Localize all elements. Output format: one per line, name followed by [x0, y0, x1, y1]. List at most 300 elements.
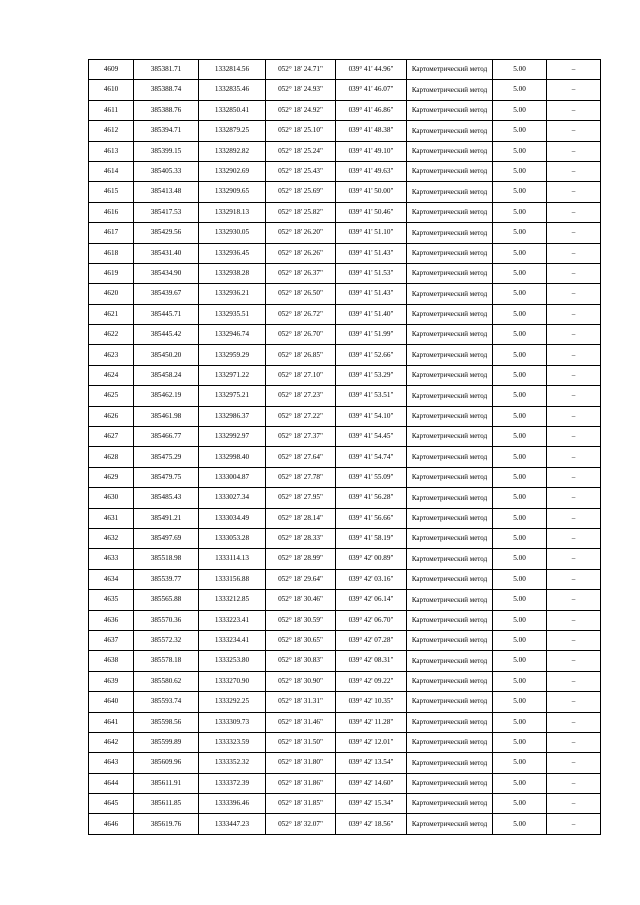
precision-cell: 5.00	[493, 773, 547, 793]
y-coordinate-cell: 1333270.90	[199, 671, 266, 691]
point-number-cell: 4613	[89, 141, 134, 161]
point-number-cell: 4643	[89, 753, 134, 773]
table-row	[89, 325, 601, 345]
y-coordinate-cell: 1332879.25	[199, 121, 266, 141]
precision-cell: 5.00	[493, 610, 547, 630]
table-row	[89, 182, 601, 202]
precision-cell: 5.00	[493, 304, 547, 324]
x-coordinate-cell: 385609.96	[134, 753, 199, 773]
longitude-cell: 039° 42' 06.70"	[336, 610, 407, 630]
x-coordinate-cell: 385388.74	[134, 80, 199, 100]
latitude-cell: 052° 18' 27.37"	[266, 427, 336, 447]
note-cell: –	[547, 712, 601, 732]
x-coordinate-cell: 385580.62	[134, 671, 199, 691]
x-coordinate-cell: 385539.77	[134, 569, 199, 589]
method-cell: Картометрический метод	[407, 651, 493, 671]
note-cell: –	[547, 773, 601, 793]
method-cell: Картометрический метод	[407, 753, 493, 773]
precision-cell: 5.00	[493, 508, 547, 528]
method-cell: Картометрический метод	[407, 182, 493, 202]
longitude-cell: 039° 42' 08.31"	[336, 651, 407, 671]
point-number-cell: 4620	[89, 284, 134, 304]
y-coordinate-cell: 1332992.97	[199, 427, 266, 447]
longitude-cell: 039° 41' 58.19"	[336, 528, 407, 548]
latitude-cell: 052° 18' 31.31"	[266, 692, 336, 712]
x-coordinate-cell: 385593.74	[134, 692, 199, 712]
latitude-cell: 052° 18' 26.26"	[266, 243, 336, 263]
latitude-cell: 052° 18' 30.59"	[266, 610, 336, 630]
method-cell: Картометрический метод	[407, 284, 493, 304]
longitude-cell: 039° 41' 44.96"	[336, 60, 407, 80]
precision-cell: 5.00	[493, 161, 547, 181]
precision-cell: 5.00	[493, 651, 547, 671]
precision-cell: 5.00	[493, 447, 547, 467]
note-cell: –	[547, 569, 601, 589]
point-number-cell: 4642	[89, 732, 134, 752]
x-coordinate-cell: 385466.77	[134, 427, 199, 447]
precision-cell: 5.00	[493, 488, 547, 508]
longitude-cell: 039° 41' 56.28"	[336, 488, 407, 508]
method-cell: Картометрический метод	[407, 100, 493, 120]
longitude-cell: 039° 42' 09.22"	[336, 671, 407, 691]
precision-cell: 5.00	[493, 814, 547, 834]
note-cell: –	[547, 427, 601, 447]
precision-cell: 5.00	[493, 692, 547, 712]
y-coordinate-cell: 1332930.05	[199, 223, 266, 243]
table-row	[89, 508, 601, 528]
x-coordinate-cell: 385445.71	[134, 304, 199, 324]
latitude-cell: 052° 18' 28.99"	[266, 549, 336, 569]
note-cell: –	[547, 325, 601, 345]
precision-cell: 5.00	[493, 386, 547, 406]
y-coordinate-cell: 1333156.88	[199, 569, 266, 589]
table-row	[89, 141, 601, 161]
note-cell: –	[547, 590, 601, 610]
x-coordinate-cell: 385497.69	[134, 528, 199, 548]
precision-cell: 5.00	[493, 263, 547, 283]
table-row	[89, 243, 601, 263]
table-row	[89, 467, 601, 487]
longitude-cell: 039° 41' 53.29"	[336, 365, 407, 385]
note-cell: –	[547, 610, 601, 630]
point-number-cell: 4641	[89, 712, 134, 732]
latitude-cell: 052° 18' 31.50"	[266, 732, 336, 752]
latitude-cell: 052° 18' 31.85"	[266, 794, 336, 814]
precision-cell: 5.00	[493, 427, 547, 447]
latitude-cell: 052° 18' 27.64"	[266, 447, 336, 467]
point-number-cell: 4627	[89, 427, 134, 447]
latitude-cell: 052° 18' 27.22"	[266, 406, 336, 426]
latitude-cell: 052° 18' 30.65"	[266, 630, 336, 650]
longitude-cell: 039° 41' 50.46"	[336, 202, 407, 222]
y-coordinate-cell: 1333292.25	[199, 692, 266, 712]
y-coordinate-cell: 1333352.32	[199, 753, 266, 773]
longitude-cell: 039° 41' 56.66"	[336, 508, 407, 528]
longitude-cell: 039° 42' 07.28"	[336, 630, 407, 650]
x-coordinate-cell: 385578.18	[134, 651, 199, 671]
note-cell: –	[547, 345, 601, 365]
longitude-cell: 039° 41' 54.10"	[336, 406, 407, 426]
point-number-cell: 4645	[89, 794, 134, 814]
method-cell: Картометрический метод	[407, 304, 493, 324]
x-coordinate-cell: 385485.43	[134, 488, 199, 508]
precision-cell: 5.00	[493, 528, 547, 548]
precision-cell: 5.00	[493, 712, 547, 732]
table-row	[89, 447, 601, 467]
point-number-cell: 4609	[89, 60, 134, 80]
precision-cell: 5.00	[493, 753, 547, 773]
y-coordinate-cell: 1332850.41	[199, 100, 266, 120]
latitude-cell: 052° 18' 26.50"	[266, 284, 336, 304]
y-coordinate-cell: 1333447.23	[199, 814, 266, 834]
note-cell: –	[547, 284, 601, 304]
table-row	[89, 692, 601, 712]
table-row	[89, 427, 601, 447]
y-coordinate-cell: 1332938.28	[199, 263, 266, 283]
table-row	[89, 773, 601, 793]
note-cell: –	[547, 202, 601, 222]
latitude-cell: 052° 18' 26.72"	[266, 304, 336, 324]
note-cell: –	[547, 630, 601, 650]
latitude-cell: 052° 18' 28.14"	[266, 508, 336, 528]
table-row	[89, 814, 601, 834]
precision-cell: 5.00	[493, 569, 547, 589]
note-cell: –	[547, 528, 601, 548]
table-row	[89, 488, 601, 508]
latitude-cell: 052° 18' 29.64"	[266, 569, 336, 589]
method-cell: Картометрический метод	[407, 814, 493, 834]
latitude-cell: 052° 18' 27.10"	[266, 365, 336, 385]
point-number-cell: 4640	[89, 692, 134, 712]
latitude-cell: 052° 18' 27.95"	[266, 488, 336, 508]
method-cell: Картометрический метод	[407, 508, 493, 528]
longitude-cell: 039° 41' 50.00"	[336, 182, 407, 202]
longitude-cell: 039° 41' 54.45"	[336, 427, 407, 447]
precision-cell: 5.00	[493, 284, 547, 304]
x-coordinate-cell: 385611.85	[134, 794, 199, 814]
table-row	[89, 794, 601, 814]
method-cell: Картометрический метод	[407, 590, 493, 610]
longitude-cell: 039° 41' 51.99"	[336, 325, 407, 345]
y-coordinate-cell: 1333323.59	[199, 732, 266, 752]
precision-cell: 5.00	[493, 100, 547, 120]
precision-cell: 5.00	[493, 590, 547, 610]
y-coordinate-cell: 1332936.45	[199, 243, 266, 263]
precision-cell: 5.00	[493, 345, 547, 365]
precision-cell: 5.00	[493, 630, 547, 650]
method-cell: Картометрический метод	[407, 202, 493, 222]
y-coordinate-cell: 1332946.74	[199, 325, 266, 345]
precision-cell: 5.00	[493, 794, 547, 814]
precision-cell: 5.00	[493, 223, 547, 243]
note-cell: –	[547, 121, 601, 141]
x-coordinate-cell: 385461.98	[134, 406, 199, 426]
method-cell: Картометрический метод	[407, 243, 493, 263]
x-coordinate-cell: 385431.40	[134, 243, 199, 263]
point-number-cell: 4646	[89, 814, 134, 834]
longitude-cell: 039° 41' 51.53"	[336, 263, 407, 283]
precision-cell: 5.00	[493, 141, 547, 161]
latitude-cell: 052° 18' 30.90"	[266, 671, 336, 691]
point-number-cell: 4629	[89, 467, 134, 487]
table-row	[89, 100, 601, 120]
method-cell: Картометрический метод	[407, 467, 493, 487]
note-cell: –	[547, 141, 601, 161]
table-row	[89, 263, 601, 283]
latitude-cell: 052° 18' 25.82"	[266, 202, 336, 222]
table-row	[89, 304, 601, 324]
table-row	[89, 345, 601, 365]
method-cell: Картометрический метод	[407, 712, 493, 732]
table-row	[89, 732, 601, 752]
latitude-cell: 052° 18' 26.20"	[266, 223, 336, 243]
note-cell: –	[547, 814, 601, 834]
latitude-cell: 052° 18' 24.71"	[266, 60, 336, 80]
latitude-cell: 052° 18' 30.83"	[266, 651, 336, 671]
longitude-cell: 039° 41' 51.43"	[336, 243, 407, 263]
x-coordinate-cell: 385450.20	[134, 345, 199, 365]
point-number-cell: 4621	[89, 304, 134, 324]
y-coordinate-cell: 1333027.34	[199, 488, 266, 508]
method-cell: Картометрический метод	[407, 386, 493, 406]
note-cell: –	[547, 304, 601, 324]
precision-cell: 5.00	[493, 80, 547, 100]
latitude-cell: 052° 18' 24.93"	[266, 80, 336, 100]
note-cell: –	[547, 508, 601, 528]
point-number-cell: 4644	[89, 773, 134, 793]
point-number-cell: 4617	[89, 223, 134, 243]
latitude-cell: 052° 18' 26.37"	[266, 263, 336, 283]
longitude-cell: 039° 42' 18.56"	[336, 814, 407, 834]
note-cell: –	[547, 406, 601, 426]
y-coordinate-cell: 1332959.29	[199, 345, 266, 365]
point-number-cell: 4615	[89, 182, 134, 202]
precision-cell: 5.00	[493, 671, 547, 691]
note-cell: –	[547, 447, 601, 467]
longitude-cell: 039° 41' 52.66"	[336, 345, 407, 365]
table-row	[89, 121, 601, 141]
longitude-cell: 039° 41' 51.40"	[336, 304, 407, 324]
point-number-cell: 4632	[89, 528, 134, 548]
x-coordinate-cell: 385399.15	[134, 141, 199, 161]
x-coordinate-cell: 385598.56	[134, 712, 199, 732]
longitude-cell: 039° 42' 06.14"	[336, 590, 407, 610]
x-coordinate-cell: 385565.88	[134, 590, 199, 610]
longitude-cell: 039° 42' 14.60"	[336, 773, 407, 793]
longitude-cell: 039° 41' 48.38"	[336, 121, 407, 141]
x-coordinate-cell: 385381.71	[134, 60, 199, 80]
point-number-cell: 4616	[89, 202, 134, 222]
point-number-cell: 4611	[89, 100, 134, 120]
note-cell: –	[547, 651, 601, 671]
method-cell: Картометрический метод	[407, 427, 493, 447]
latitude-cell: 052° 18' 28.33"	[266, 528, 336, 548]
longitude-cell: 039° 42' 00.89"	[336, 549, 407, 569]
y-coordinate-cell: 1332971.22	[199, 365, 266, 385]
x-coordinate-cell: 385458.24	[134, 365, 199, 385]
method-cell: Картометрический метод	[407, 488, 493, 508]
method-cell: Картометрический метод	[407, 223, 493, 243]
x-coordinate-cell: 385429.56	[134, 223, 199, 243]
table-row	[89, 590, 601, 610]
x-coordinate-cell: 385394.71	[134, 121, 199, 141]
x-coordinate-cell: 385570.36	[134, 610, 199, 630]
y-coordinate-cell: 1332909.65	[199, 182, 266, 202]
table-body	[89, 60, 601, 835]
method-cell: Картометрический метод	[407, 569, 493, 589]
longitude-cell: 039° 42' 03.16"	[336, 569, 407, 589]
method-cell: Картометрический метод	[407, 121, 493, 141]
y-coordinate-cell: 1333223.41	[199, 610, 266, 630]
precision-cell: 5.00	[493, 549, 547, 569]
note-cell: –	[547, 549, 601, 569]
latitude-cell: 052° 18' 25.69"	[266, 182, 336, 202]
y-coordinate-cell: 1333396.46	[199, 794, 266, 814]
latitude-cell: 052° 18' 25.10"	[266, 121, 336, 141]
x-coordinate-cell: 385518.98	[134, 549, 199, 569]
method-cell: Картометрический метод	[407, 692, 493, 712]
note-cell: –	[547, 692, 601, 712]
table-row	[89, 630, 601, 650]
method-cell: Картометрический метод	[407, 732, 493, 752]
y-coordinate-cell: 1332998.40	[199, 447, 266, 467]
note-cell: –	[547, 753, 601, 773]
precision-cell: 5.00	[493, 365, 547, 385]
method-cell: Картометрический метод	[407, 528, 493, 548]
point-number-cell: 4637	[89, 630, 134, 650]
table-row	[89, 610, 601, 630]
latitude-cell: 052° 18' 27.23"	[266, 386, 336, 406]
y-coordinate-cell: 1332975.21	[199, 386, 266, 406]
method-cell: Картометрический метод	[407, 141, 493, 161]
note-cell: –	[547, 161, 601, 181]
method-cell: Картометрический метод	[407, 549, 493, 569]
longitude-cell: 039° 41' 53.51"	[336, 386, 407, 406]
note-cell: –	[547, 100, 601, 120]
x-coordinate-cell: 385413.48	[134, 182, 199, 202]
x-coordinate-cell: 385417.53	[134, 202, 199, 222]
longitude-cell: 039° 41' 51.43"	[336, 284, 407, 304]
precision-cell: 5.00	[493, 406, 547, 426]
point-number-cell: 4626	[89, 406, 134, 426]
y-coordinate-cell: 1332892.82	[199, 141, 266, 161]
note-cell: –	[547, 488, 601, 508]
point-number-cell: 4619	[89, 263, 134, 283]
table-row	[89, 712, 601, 732]
x-coordinate-cell: 385445.42	[134, 325, 199, 345]
y-coordinate-cell: 1333004.87	[199, 467, 266, 487]
y-coordinate-cell: 1333309.73	[199, 712, 266, 732]
point-number-cell: 4633	[89, 549, 134, 569]
latitude-cell: 052° 18' 31.86"	[266, 773, 336, 793]
y-coordinate-cell: 1332814.56	[199, 60, 266, 80]
precision-cell: 5.00	[493, 325, 547, 345]
method-cell: Картометрический метод	[407, 630, 493, 650]
table-row	[89, 365, 601, 385]
precision-cell: 5.00	[493, 121, 547, 141]
method-cell: Картометрический метод	[407, 447, 493, 467]
method-cell: Картометрический метод	[407, 60, 493, 80]
y-coordinate-cell: 1333372.39	[199, 773, 266, 793]
y-coordinate-cell: 1332918.13	[199, 202, 266, 222]
table-row	[89, 284, 601, 304]
note-cell: –	[547, 243, 601, 263]
longitude-cell: 039° 42' 15.34"	[336, 794, 407, 814]
point-number-cell: 4636	[89, 610, 134, 630]
x-coordinate-cell: 385572.32	[134, 630, 199, 650]
table-row	[89, 80, 601, 100]
precision-cell: 5.00	[493, 60, 547, 80]
coordinates-table	[88, 59, 601, 835]
method-cell: Картометрический метод	[407, 365, 493, 385]
note-cell: –	[547, 60, 601, 80]
note-cell: –	[547, 467, 601, 487]
point-number-cell: 4630	[89, 488, 134, 508]
method-cell: Картометрический метод	[407, 345, 493, 365]
y-coordinate-cell: 1332986.37	[199, 406, 266, 426]
x-coordinate-cell: 385475.29	[134, 447, 199, 467]
precision-cell: 5.00	[493, 182, 547, 202]
table-row	[89, 223, 601, 243]
precision-cell: 5.00	[493, 732, 547, 752]
table-row	[89, 406, 601, 426]
point-number-cell: 4624	[89, 365, 134, 385]
method-cell: Картометрический метод	[407, 161, 493, 181]
method-cell: Картометрический метод	[407, 325, 493, 345]
x-coordinate-cell: 385479.75	[134, 467, 199, 487]
note-cell: –	[547, 223, 601, 243]
method-cell: Картометрический метод	[407, 794, 493, 814]
table-row	[89, 651, 601, 671]
point-number-cell: 4618	[89, 243, 134, 263]
longitude-cell: 039° 41' 54.74"	[336, 447, 407, 467]
y-coordinate-cell: 1333114.13	[199, 549, 266, 569]
latitude-cell: 052° 18' 31.80"	[266, 753, 336, 773]
table-row	[89, 161, 601, 181]
method-cell: Картометрический метод	[407, 80, 493, 100]
point-number-cell: 4625	[89, 386, 134, 406]
x-coordinate-cell: 385434.90	[134, 263, 199, 283]
precision-cell: 5.00	[493, 243, 547, 263]
y-coordinate-cell: 1333234.41	[199, 630, 266, 650]
point-number-cell: 4614	[89, 161, 134, 181]
y-coordinate-cell: 1333053.28	[199, 528, 266, 548]
table-row	[89, 202, 601, 222]
point-number-cell: 4634	[89, 569, 134, 589]
longitude-cell: 039° 42' 12.01"	[336, 732, 407, 752]
longitude-cell: 039° 41' 55.09"	[336, 467, 407, 487]
longitude-cell: 039° 42' 13.54"	[336, 753, 407, 773]
latitude-cell: 052° 18' 31.46"	[266, 712, 336, 732]
longitude-cell: 039° 41' 51.10"	[336, 223, 407, 243]
point-number-cell: 4622	[89, 325, 134, 345]
latitude-cell: 052° 18' 27.78"	[266, 467, 336, 487]
latitude-cell: 052° 18' 32.07"	[266, 814, 336, 834]
table-row	[89, 60, 601, 80]
x-coordinate-cell: 385619.76	[134, 814, 199, 834]
precision-cell: 5.00	[493, 467, 547, 487]
longitude-cell: 039° 41' 49.10"	[336, 141, 407, 161]
y-coordinate-cell: 1332835.46	[199, 80, 266, 100]
point-number-cell: 4610	[89, 80, 134, 100]
latitude-cell: 052° 18' 25.43"	[266, 161, 336, 181]
latitude-cell: 052° 18' 25.24"	[266, 141, 336, 161]
note-cell: –	[547, 386, 601, 406]
longitude-cell: 039° 42' 11.28"	[336, 712, 407, 732]
x-coordinate-cell: 385439.67	[134, 284, 199, 304]
method-cell: Картометрический метод	[407, 773, 493, 793]
y-coordinate-cell: 1332902.69	[199, 161, 266, 181]
